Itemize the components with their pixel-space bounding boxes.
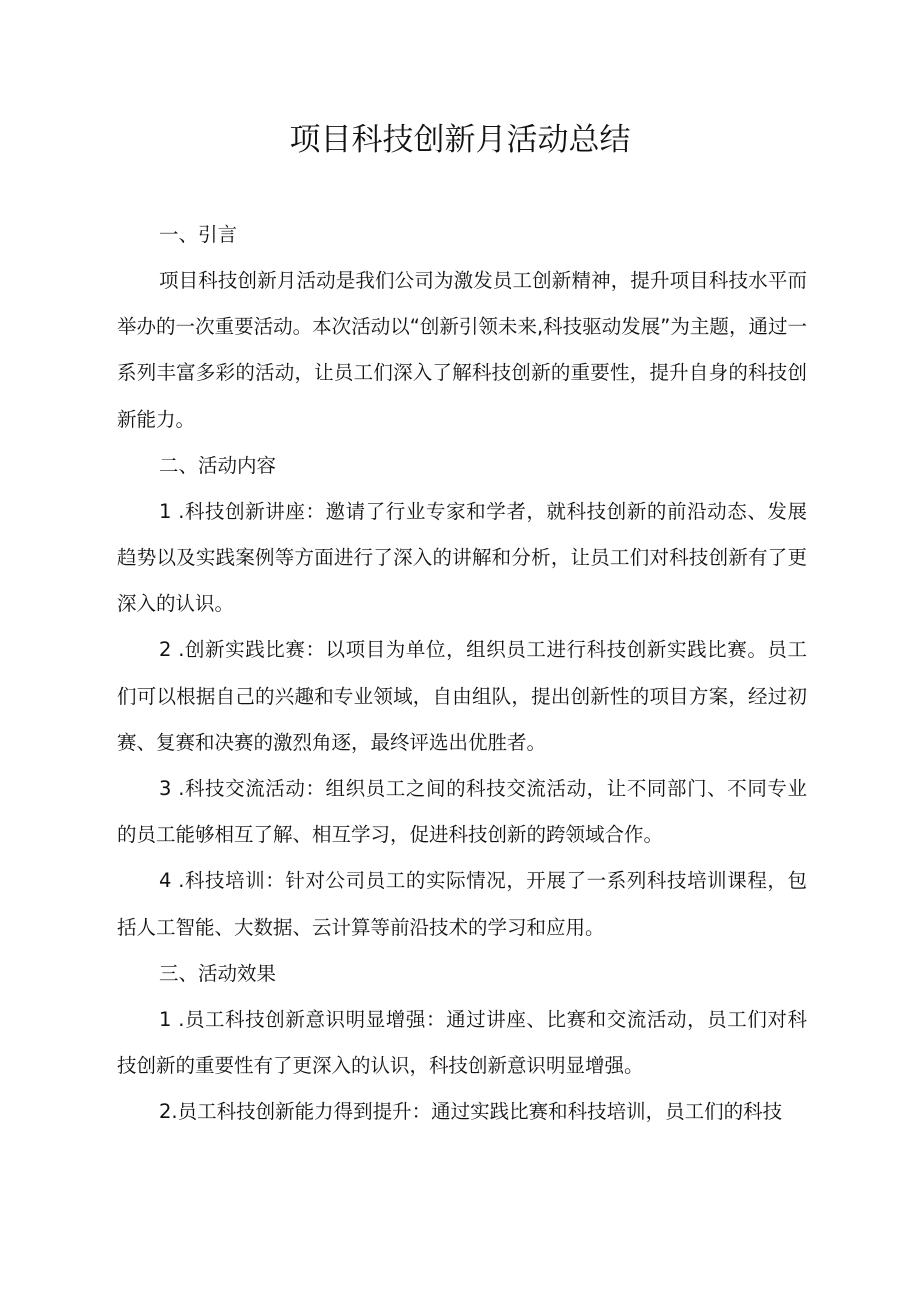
- list-item-ability: 2.员工科技创新能力得到提升：通过实践比赛和科技培训，员工们的科技: [159, 1100, 783, 1124]
- document-body: [117, 212, 807, 1135]
- list-item-competition: 2 .创新实践比赛：以项目为单位，组织员工进行科技创新实践比赛。员工们可以根据自己的兴趣和专业领域，自由组队，提出创新性的项目方案，经过初赛、复赛和决赛的激烈角逐，最终评选出优胜者。: [117, 638, 807, 754]
- list-item-training: 4 .科技培训：针对公司员工的实际情况，开展了一系列科技培训课程，包括人工智能、大数据、云计算等前沿技术的学习和应用。: [117, 869, 807, 939]
- section-heading-introduction: 一、引言: [159, 223, 238, 246]
- section-heading-activities: 二、活动内容: [159, 453, 277, 477]
- list-item-awareness: 1 .员工科技创新意识明显增强：通过讲座、比赛和交流活动，员工们对科技创新的重要性有了更深入的认识，科技创新意识明显增强。: [117, 1007, 807, 1078]
- page-title: 项目科技创新月活动总结: [289, 122, 631, 158]
- list-item-exchange: 3 .科技交流活动：组织员工之间的科技交流活动，让不同部门、不同专业的员工能够相互了解、相互学习，促进科技创新的跨领域合作。: [117, 777, 807, 847]
- list-item-lecture: 1 .科技创新讲座：邀请了行业专家和学者，就科技创新的前沿动态、发展趋势以及实践案例等方面进行了深入的讲解和分析，让员工们对科技创新有了更深入的认识。: [117, 499, 807, 616]
- section-heading-effects: 三、活动效果: [159, 961, 277, 985]
- paragraph-introduction: 项目科技创新月活动是我们公司为激发员工创新精神，提升项目科技水平而举办的一次重要活动。本次活动以“创新引领未来,科技驱动发展”为主题，通过一系列丰富多彩的活动，让员工们深入了解科技创新的重要性，提升自身的科技创新能力。: [117, 269, 807, 431]
